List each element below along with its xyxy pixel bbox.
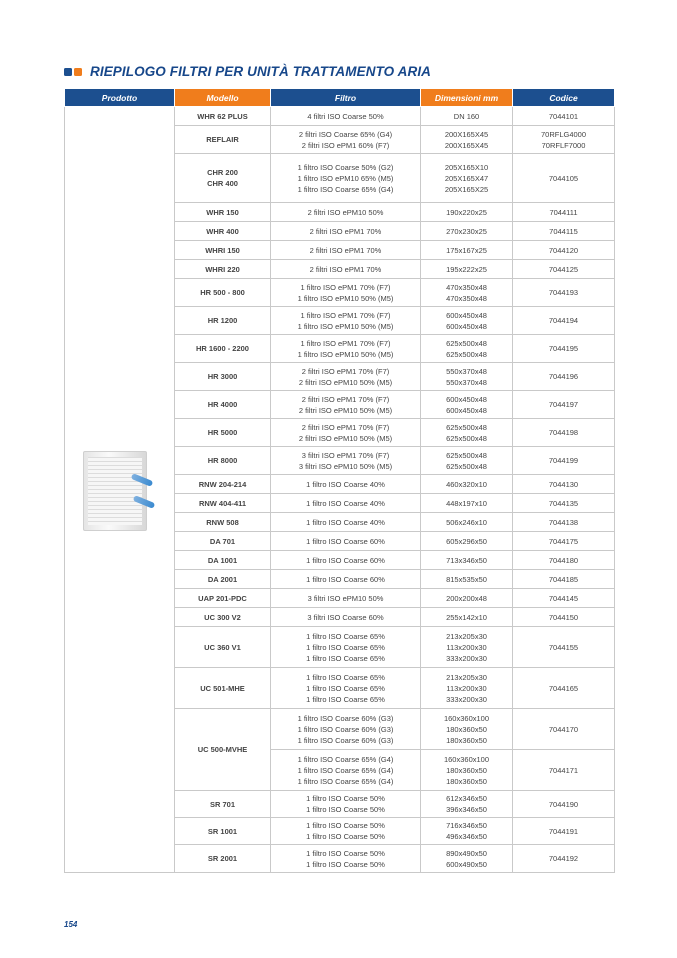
code-line: 7044196 [548,372,579,381]
code-cell [513,126,615,154]
dimensions-line: 612x346x50 [446,794,487,803]
dimensions-cell [421,475,513,494]
dimensions-cell [421,532,513,551]
filter-summary-table [64,88,615,873]
filter-line: 2 filtri ISO ePM10 50% (M5) [298,377,393,387]
code-cell [513,475,615,494]
filter-line: 1 filtro ISO Coarse 65% [306,642,385,652]
model-name: CHR 400 [207,179,238,188]
filter-line: 1 filtro ISO Coarse 65% [306,694,385,704]
model-cell [175,260,271,279]
filter-line: 2 filtri ISO ePM1 70% [309,264,382,274]
dimensions-line: 200X165X45 [444,129,489,139]
filter-line: 2 filtri ISO ePM1 70% (F7) [301,366,390,376]
code-line: 7044193 [548,288,579,297]
filter-line: 3 filtri ISO Coarse 60% [307,612,384,622]
dimensions-line: 448x197x10 [446,498,487,508]
dimensions-cell [421,107,513,126]
dimensions-line: 815x535x50 [446,574,487,584]
model-cell [175,818,271,845]
dimensions-cell [421,845,513,873]
model-cell [175,241,271,260]
code-line: 7044198 [548,428,579,437]
code-cell [513,668,615,709]
filter-cell [271,627,421,668]
code-line: 7044125 [548,264,579,274]
dimensions-line: 160x360x100 [443,713,490,723]
dimensions-cell [421,222,513,241]
filter-line: 1 filtro ISO Coarse 60% (G3) [297,713,394,723]
dimensions-cell [421,494,513,513]
model-cell [175,126,271,154]
filter-cell [271,494,421,513]
dimensions-line: 470x350x48 [446,293,487,303]
dimensions-line: 205X165X10 [444,162,489,172]
code-line: 7044101 [548,111,579,121]
dimensions-cell [421,668,513,709]
dimensions-line: 713x346x50 [446,555,487,565]
code-cell [513,107,615,126]
dimensions-line: 113x200x30 [446,683,487,693]
product-image-cell [65,107,175,873]
code-cell [513,307,615,335]
filter-cell [271,154,421,203]
code-line: 70RFLG4000 [540,129,587,139]
filter-line: 1 filtro ISO Coarse 40% [306,479,385,489]
dimensions-cell [421,589,513,608]
model-name: SR 2001 [207,854,238,863]
dimensions-line: 195x222x25 [446,264,487,274]
filter-cell [271,668,421,709]
dimensions-cell [421,260,513,279]
dimensions-cell [421,419,513,447]
model-cell [175,532,271,551]
code-line: 70RFLF7000 [541,140,586,150]
filter-cell [271,260,421,279]
code-line: 7044170 [548,724,579,734]
dimensions-cell [421,154,513,203]
dimensions-line: 496x346x50 [446,832,487,841]
filter-line: 2 filtri ISO ePM10 50% (M5) [298,433,393,443]
filter-cell [271,307,421,335]
model-name: DA 1001 [207,555,238,565]
filter-line: 4 filtri ISO Coarse 50% [307,111,384,121]
model-name: RNW 204-214 [198,479,247,489]
filter-cell [271,107,421,126]
filter-line: 2 filtri ISO ePM10 50% [307,207,384,217]
model-name: HR 8000 [207,456,238,465]
dimensions-line: 625x500x48 [446,433,487,443]
dimensions-line: 600x450x48 [446,310,487,320]
dimensions-line: 550x370x48 [446,377,487,387]
filter-line: 1 filtro ISO Coarse 50% [306,794,385,803]
filter-cell [271,222,421,241]
dimensions-line: 625x500x48 [446,450,487,460]
code-cell [513,750,615,791]
filter-cell [271,363,421,391]
code-cell [513,203,615,222]
code-cell [513,532,615,551]
model-name: UAP 201-PDC [198,593,247,603]
model-cell [175,419,271,447]
code-line: 7044155 [548,642,579,652]
filter-line: 1 filtro ISO Coarse 50% [306,848,385,858]
code-cell [513,608,615,627]
code-line: 7044105 [548,173,579,183]
code-line: 7044192 [548,854,579,863]
filter-cell [271,570,421,589]
code-cell [513,279,615,307]
filter-cell [271,551,421,570]
filter-line: 1 filtro ISO ePM10 50% (M5) [297,349,394,359]
filter-line: 1 filtro ISO Coarse 50% [306,859,385,869]
model-cell [175,363,271,391]
dimensions-line: 190x220x25 [446,207,487,217]
model-cell [175,709,271,791]
code-line: 7044145 [548,593,579,603]
model-cell [175,627,271,668]
code-cell [513,494,615,513]
dimensions-cell [421,203,513,222]
dimensions-line: 200X165X45 [444,140,489,150]
filter-line: 1 filtro ISO Coarse 50% (G2) [297,162,394,172]
dimensions-line: 470x350x48 [446,282,487,292]
code-line: 7044185 [548,574,579,584]
model-name: SR 1001 [207,826,238,836]
code-line: 7044190 [548,799,579,809]
section-bullet-icon [64,68,82,76]
filter-cell [271,608,421,627]
model-cell [175,154,271,203]
filter-line: 1 filtro ISO Coarse 65% [306,631,385,641]
filter-line: 3 filtri ISO ePM10 50% [307,593,384,603]
filter-cell [271,513,421,532]
dimensions-cell [421,627,513,668]
code-cell [513,845,615,873]
model-cell [175,589,271,608]
code-line: 7044194 [548,316,579,325]
model-name: WHRI 220 [205,264,240,274]
dimensions-line: 180x360x50 [446,776,487,786]
filter-line: 1 filtro ISO Coarse 65% (G4) [297,184,394,194]
code-cell [513,513,615,532]
dimensions-line: 333x200x30 [446,694,487,704]
dimensions-cell [421,570,513,589]
code-cell [513,627,615,668]
model-cell [175,608,271,627]
filter-cell [271,709,421,750]
dimensions-line: 600x450x48 [446,321,487,331]
model-cell [175,570,271,589]
dimensions-line: 255x142x10 [446,612,487,622]
filter-cell [271,447,421,475]
filter-line: 1 filtro ISO ePM10 50% (M5) [297,293,394,303]
filter-line: 1 filtro ISO ePM1 70% (F7) [300,282,391,292]
dimensions-line: 625x500x48 [446,461,487,471]
filter-cell [271,203,421,222]
model-cell [175,791,271,818]
model-name: DA 2001 [207,574,238,584]
code-line: 7044130 [548,479,579,489]
filter-line: 1 filtro ISO Coarse 60% [306,536,385,546]
filter-cell [271,818,421,845]
model-cell [175,203,271,222]
filter-line: 2 filtri ISO ePM1 70% [309,245,382,255]
filter-line: 1 filtro ISO Coarse 65% [306,672,385,682]
dimensions-cell [421,551,513,570]
model-name: WHR 150 [206,207,239,217]
model-name: HR 3000 [207,372,238,381]
section-header [64,64,431,79]
model-name: UC 300 V2 [204,612,241,622]
code-line: 7044150 [548,612,579,622]
code-line: 7044171 [548,765,579,775]
model-name: HR 4000 [207,400,238,409]
code-line: 7044175 [548,536,579,546]
filter-line: 3 filtri ISO ePM10 50% (M5) [298,461,393,471]
model-name: CHR 200 [207,168,238,177]
dimensions-line: 460x320x10 [446,479,487,489]
dimensions-line: 205X165X47 [444,173,489,183]
dimensions-line: 600x490x50 [446,859,487,869]
model-cell [175,845,271,873]
dimensions-line: 270x230x25 [446,226,487,236]
code-cell [513,589,615,608]
filter-line: 1 filtro ISO Coarse 65% [306,653,385,663]
code-line: 7044197 [548,400,579,409]
filter-line: 1 filtro ISO Coarse 50% [306,832,385,841]
filter-line: 1 filtro ISO ePM1 70% (F7) [300,338,391,348]
dimensions-line: 716x346x50 [446,821,487,830]
code-line: 7044180 [548,555,579,565]
filter-line: 2 filtri ISO ePM10 50% (M5) [298,405,393,415]
code-cell [513,363,615,391]
filter-line: 1 filtro ISO Coarse 50% [306,805,385,814]
filter-line: 2 filtri ISO ePM1 70% (F7) [301,422,390,432]
dimensions-cell [421,709,513,750]
dimensions-line: 180x360x50 [446,765,487,775]
dimensions-cell [421,750,513,791]
dimensions-line: 506x246x10 [446,517,487,527]
dimensions-cell [421,447,513,475]
filter-line: 1 filtro ISO Coarse 65% (G4) [297,754,394,764]
model-cell [175,307,271,335]
model-cell [175,475,271,494]
model-name: HR 5000 [207,428,238,437]
dimensions-line: 625x500x48 [446,349,487,359]
dimensions-line: 396x346x50 [446,805,487,814]
filter-line: 1 filtro ISO Coarse 40% [306,517,385,527]
model-cell [175,494,271,513]
filter-line: 1 filtro ISO Coarse 60% [306,574,385,584]
dimensions-cell [421,335,513,363]
code-cell [513,818,615,845]
filter-line: 1 filtro ISO ePM1 70% (F7) [300,310,391,320]
dimensions-cell [421,513,513,532]
filter-cell [271,126,421,154]
header-product: Prodotto [65,89,175,107]
code-line: 7044120 [548,245,579,255]
model-name: UC 360 V1 [204,642,241,652]
filter-line: 1 filtro ISO ePM10 65% (M5) [297,173,394,183]
filter-cell [271,335,421,363]
air-handling-unit-image [83,451,157,529]
dimensions-cell [421,241,513,260]
model-name: DA 701 [209,536,236,546]
filter-cell [271,845,421,873]
header-filter: Filtro [271,89,421,107]
page-title: RIEPILOGO FILTRI PER UNITÀ TRATTAMENTO ARIA [90,64,432,79]
model-name: UC 501-MHE [200,683,245,693]
model-cell [175,551,271,570]
code-cell [513,419,615,447]
code-cell [513,447,615,475]
filter-cell [271,750,421,791]
code-cell [513,391,615,419]
code-cell [513,791,615,818]
filter-line: 1 filtro ISO Coarse 50% [306,821,385,830]
model-cell [175,107,271,126]
filter-line: 1 filtro ISO ePM10 50% (M5) [297,321,394,331]
model-name: HR 1200 [207,316,238,325]
model-cell [175,391,271,419]
dimensions-line: 550x370x48 [446,366,487,376]
filter-cell [271,241,421,260]
dimensions-line: 333x200x30 [446,653,487,663]
page-number: 154 [64,920,78,929]
header-code: Codice [513,89,615,107]
filter-line: 1 filtro ISO Coarse 60% (G3) [297,724,394,734]
code-cell [513,260,615,279]
dimensions-cell [421,391,513,419]
code-cell [513,222,615,241]
model-name: REFLAIR [206,135,239,144]
filter-line: 1 filtro ISO Coarse 65% (G4) [297,765,394,775]
model-cell [175,335,271,363]
model-name: RNW 404-411 [198,498,247,508]
filter-line: 2 filtri ISO Coarse 65% (G4) [298,129,393,139]
model-cell [175,513,271,532]
dimensions-cell [421,126,513,154]
filter-line: 3 filtri ISO ePM1 70% (F7) [301,450,390,460]
header-model: Modello [175,89,271,107]
model-cell [175,222,271,241]
dimensions-line: 600x450x48 [446,394,487,404]
model-name: WHRI 150 [205,245,240,255]
code-cell [513,154,615,203]
dimensions-cell [421,279,513,307]
filter-line: 2 filtri ISO ePM1 60% (F7) [301,140,390,150]
dimensions-line: 113x200x30 [446,642,487,652]
model-name: RNW 508 [206,517,239,527]
filter-cell [271,532,421,551]
dimensions-line: 205X165X25 [444,184,489,194]
model-name: WHR 62 PLUS [197,111,248,121]
dimensions-cell [421,791,513,818]
filter-cell [271,279,421,307]
table-row [65,107,615,126]
code-line: 7044115 [549,226,578,236]
dimensions-line: 200x200x48 [446,593,487,603]
code-cell [513,709,615,750]
header-dimensions: Dimensioni mm [421,89,513,107]
code-cell [513,335,615,363]
dimensions-line: 605x296x50 [446,536,487,546]
code-line: 7044138 [548,517,579,527]
dimensions-line: 600x450x48 [446,405,487,415]
dimensions-cell [421,307,513,335]
dimensions-line: 160x360x100 [443,754,490,764]
filter-cell [271,475,421,494]
filter-cell [271,419,421,447]
dimensions-cell [421,818,513,845]
model-name: UC 500-MVHE [197,745,248,754]
dimensions-cell [421,608,513,627]
model-name: SR 701 [209,799,236,809]
dimensions-line: 180x360x50 [446,724,487,734]
filter-line: 1 filtro ISO Coarse 60% (G3) [297,735,394,745]
filter-line: 2 filtri ISO ePM1 70% [309,226,382,236]
dimensions-line: 213x205x30 [446,631,487,641]
filter-line: 2 filtri ISO ePM1 70% (F7) [301,394,390,404]
code-cell [513,570,615,589]
filter-cell [271,791,421,818]
code-line: 7044199 [548,456,579,465]
dimensions-line: 625x500x48 [446,422,487,432]
code-line: 7044195 [548,344,579,353]
filter-cell [271,589,421,608]
dimensions-line: DN 160 [453,111,480,121]
dimensions-line: 890x490x50 [446,848,487,858]
code-line: 7044135 [548,498,579,508]
dimensions-line: 213x205x30 [446,672,487,682]
table-header-row [65,89,615,107]
model-name: WHR 400 [206,226,239,236]
code-line: 7044111 [549,207,578,217]
filter-line: 1 filtro ISO Coarse 60% [306,555,385,565]
model-cell [175,447,271,475]
filter-line: 1 filtro ISO Coarse 65% [306,683,385,693]
filter-line: 1 filtro ISO Coarse 65% (G4) [297,776,394,786]
code-line: 7044165 [548,683,579,693]
filter-line: 1 filtro ISO Coarse 40% [306,498,385,508]
code-cell [513,551,615,570]
dimensions-line: 180x360x50 [446,735,487,745]
code-line: 7044191 [548,826,579,836]
model-name: HR 1600 - 2200 [196,344,249,353]
model-cell [175,668,271,709]
code-cell [513,241,615,260]
model-name: HR 500 - 800 [200,288,245,297]
dimensions-line: 625x500x48 [446,338,487,348]
dimensions-line: 175x167x25 [446,245,487,255]
dimensions-cell [421,363,513,391]
filter-cell [271,391,421,419]
model-cell [175,279,271,307]
